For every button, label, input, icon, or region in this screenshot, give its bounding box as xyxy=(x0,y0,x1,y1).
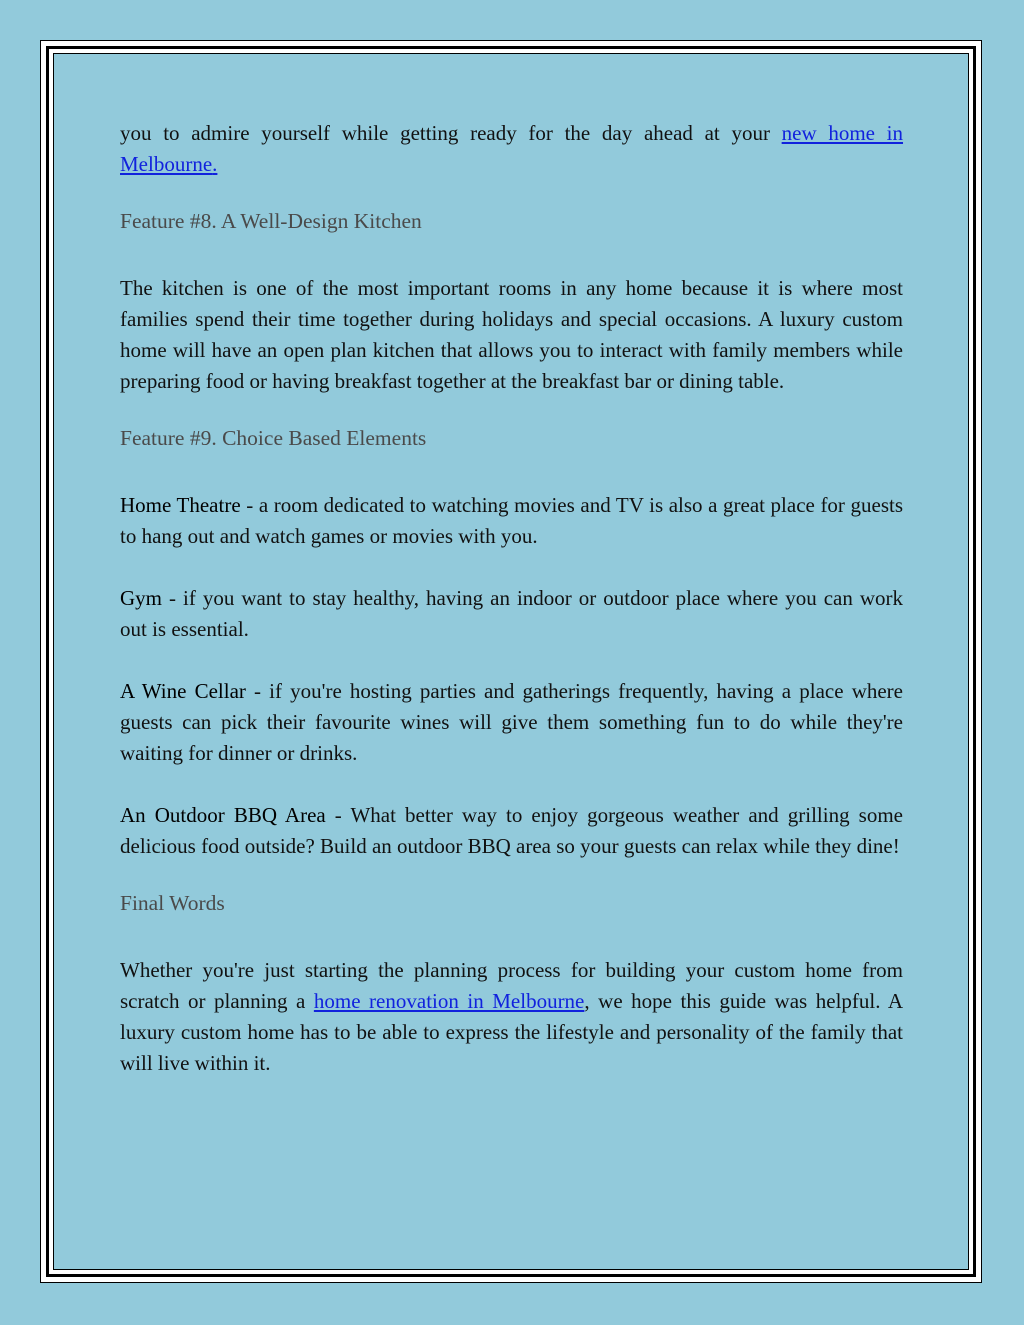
home-theatre-item xyxy=(120,490,903,552)
wine-cellar-term: A Wine Cellar xyxy=(120,679,246,703)
final-text-after: , we hope this guide was helpful. A luxury custom home has to be able to express the lifestyle and personality of the family that will live within it. xyxy=(120,989,904,1075)
intro-link-period[interactable]: . xyxy=(212,152,218,176)
bbq-area-item xyxy=(120,800,903,862)
gym-term: Gym xyxy=(120,586,162,610)
gym-item xyxy=(120,583,903,645)
final-words-body xyxy=(120,955,903,1079)
wine-cellar-item xyxy=(120,676,903,769)
intro-text: you to admire yourself while getting ready for the day ahead at your xyxy=(120,121,782,145)
intro-paragraph xyxy=(120,118,903,180)
new-home-melbourne-link[interactable]: new home in Melbourne xyxy=(120,121,904,176)
home-renovation-melbourne-link[interactable]: home renovation in Melbourne xyxy=(313,989,585,1013)
final-text-before: Whether you're just starting the planning process for building your custom home from scratch or planning a xyxy=(120,958,903,1013)
feature-8-heading: Feature #8. A Well-Design Kitchen xyxy=(120,209,422,233)
bbq-area-term: An Outdoor BBQ Area xyxy=(120,803,326,827)
document-content xyxy=(120,118,903,1079)
gym-desc: - if you want to stay healthy, having an indoor or outdoor place where you can work out is essential. xyxy=(120,586,903,641)
feature-8-body: The kitchen is one of the most important rooms in any home because it is where most families spend their time together during holidays and special occasions. A luxury custom home will have an open plan kitchen that allows you to interact with family members while preparing food or having breakfast together at the breakfast bar or dining table. xyxy=(120,276,903,393)
home-theatre-term: Home Theatre xyxy=(120,493,241,517)
bbq-area-desc: - What better way to enjoy gorgeous weather and grilling some delicious food outside? Build an outdoor BBQ area so your guests can relax while they dine! xyxy=(120,803,903,858)
wine-cellar-desc: - if you're hosting parties and gatherings frequently, having a place where guests can pick their favourite wines will give them something fun to do while they're waiting for dinner or drinks. xyxy=(120,679,904,765)
final-words-heading: Final Words xyxy=(120,891,225,915)
home-theatre-desc: - a room dedicated to watching movies and TV is also a great place for guests to hang out and watch games or movies with you. xyxy=(120,493,904,548)
feature-9-heading: Feature #9. Choice Based Elements xyxy=(120,426,427,450)
